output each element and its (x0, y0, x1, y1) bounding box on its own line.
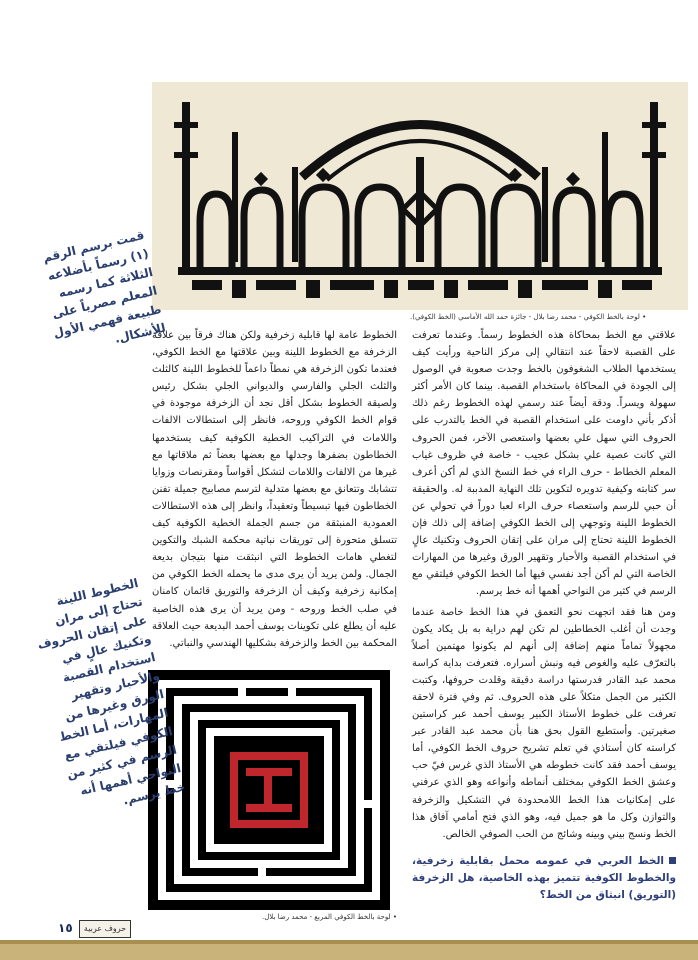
kufic-artwork-top (152, 82, 688, 310)
question-text: الخط العربي في عمومه محمل بقابلية زخرفية، والخطوط الكوفية تتميز بهذه الخاصية، هل الزخرفة (التوريق) انبثاق من الخط؟ (412, 855, 676, 901)
bullet-icon (669, 857, 676, 864)
pull-quote: قمت برسم الرقم (١) رسماً بأضلاعه الثلاثة كما رسمه المعلم مصرياً على طبيعة فهمي الأول للأشكال. (41, 227, 167, 346)
artwork-bottom-caption: • لوحة بالخط الكوفي المربع - محمد رضا بلال. (262, 913, 397, 921)
article-left-column (152, 327, 397, 652)
page-top-margin (0, 0, 698, 80)
kufic-artwork-top-drawing (152, 82, 688, 310)
interview-question (412, 853, 676, 904)
magazine-logo: حروف عربية (79, 920, 131, 938)
article-paragraph: الخطوط عامة لها قابلية زخرفية ولكن هناك فرقاً بين علاقة الزخرفة مع الخطوط اللينة وبين علاقتها مع الخط الكوفي، فعندما تكون الزخرفة هي نمطاً داعماً للخطوط اللينة كالثلث والثلث الجلي والفارسي والديواني الجلي بشكل رئيس ولصيقة الخطوط بشكل أقل نجد أن الزخرفة موجودة في قوام الخط الكوفي وروحه، فانظر إلى استطالات الالفات واللامات في التراكيب الخطية الكوفية كيف يستخدمها الخطاطون بضفرها وجدلها مع بعضها بعضاً ثم ملاقاتها مع غيرها من الالفات واللامات لتشكل أقواساً ومقرنصات وزوايا تتشابك وتتعانق مع بعضها متدلية لترسم مصابيح جميلة تفنن الخطاطون فيها تبسيطاً وتعقيداً، وانظر إلى هذه الاستطالات العمودية المنبثقة من جسم الجملة الخطية الكوفية كيف تتسلق متحورة إلى توريقات نباتية محكمة الشبك والتكوين لتغطي هامات الخطوط التي انبثقت منها بتيجان بديعة الجمال. ولمن يريد أن يرى مدى ما يحمله الخط الكوفي من إمكانية زخرفية وكيف أن الزخرفة والتوريق قائمان كامنان في صلب الخط وروحه - ومن يريد أن يرى هذه الخاصية عليه أن يطلع على تكوينات يوسف أحمد البديعة حيث العلاقة المحكمة بين الخط والزخرفة بشكليها الهندسي والنباتي. (152, 330, 397, 649)
article-paragraph: علاقتي مع الخط بمحاكاة هذه الخطوط رسماً. وعندما تعرفت على القصبة لاحقاً عند انتقالي إلى مركز الناحية ورأيت كيف يستخدمها الطلاب الشغوفون بالخط وجدت صعوبة في الوصول إلى الجودة في المحاكاة باستخدام القصبة. بينما كان الأمر أكثر سهولة ويسراً. ودقة أيضاً عند رسمي لهذه الخطوط رغم ذلك أذكر بأني داومت على استخدام القصبة في الخط بالتدرب على الحروف التي سهل علي بعضها واستعصى الآخر، فمن الحروف التي كانت عصية علي بشكل عجيب - خاصة في ظروف غياب المعلم الخطاط - حرف الراء في خط النسخ الذي لم أكن أعرف سر كتابته وكيفية تدويره لتكوين تلك النهاية المدببة له. والحقيقة أن حبي للرسم واستعصاء حرف الراء لعبا دوراً في تحولي عن الخطوط اللينة وتوجهي إلى الخط الكوفي إضافة إلى ذلك فإن الخطوط اللينة تحتاج إلى مران على إتقان الحروف وتكنيك عالٍ في استخدام القصبة والأحبار وتقهير الورق وغيرها من المهارات الخاصة التي لم أكن أجد نفسي فيها أما الخط الكوفي فيلتقي مع الرسم في كثير من النواحي أهمها أنه خط يرسم. (412, 330, 676, 598)
artwork-top-caption: • لوحة بالخط الكوفي - محمد رضا بلال - جائزة حمد الله الأماسي (الخط الكوفي). (410, 313, 647, 321)
pull-quote: الخطوط اللينة تحتاج إلى مران على إتقان الحروف وتكنيك عالٍ في استخدام القصبة والأحبار وتقهير الورق وغيرها من المهارات، أما الخط الكوفي فيلتقي مع الرسم في كثير من النواحي أهمها أنه خط يرسم. (36, 575, 187, 808)
footer-bar (0, 940, 698, 960)
page-number: ١٥ (58, 921, 73, 935)
article-paragraph: ومن هنا فقد اتجهت نحو التعمق في هذا الخط خاصة عندما وجدت أن أغلب الخطاطين لم تكن لهم دراية به بل يكاد يكون مجهولاً تماماً منهم إضافة إلى أنهم لم يكونوا مهتمين أصلاً بالتعرّف عليه والغوص فيه ونبش أسراره. فتعرفت بداية كراسة محمد عبد القادر فدرستها دراسة دقيقة وقلدت حروفها، وكتبت الكثير من الجمل متكلاً على هذه الحروف. ثم وفي فترة لاحقة تعرفت على خطوط الأستاذ الكبير يوسف أحمد عبر كراستين صغيرتين. وأستطيع القول بحق هنا بأن محمد عبد القادر عبر كراسته كان أستاذي في تعلم تشريح حروف الخط الكوفي، أما يوسف أحمد فقد كانت خطوطه هي الأستاذ الذي غرس فيّ حب وعشق الخط الكوفي بمختلف أنماطه وأنواعه وهو الذي عرفني على إمكانيات هذا الخط اللامحدودة في التشكيل والزخرفة والتوازن وكل ما هو جميل فيه، وهو الذي فتح أمامي آفاق هذا الخط ونسج بيني وبينه وشائج من الحب الصوفي الخالص. (412, 606, 676, 840)
article-right-column (412, 327, 676, 843)
